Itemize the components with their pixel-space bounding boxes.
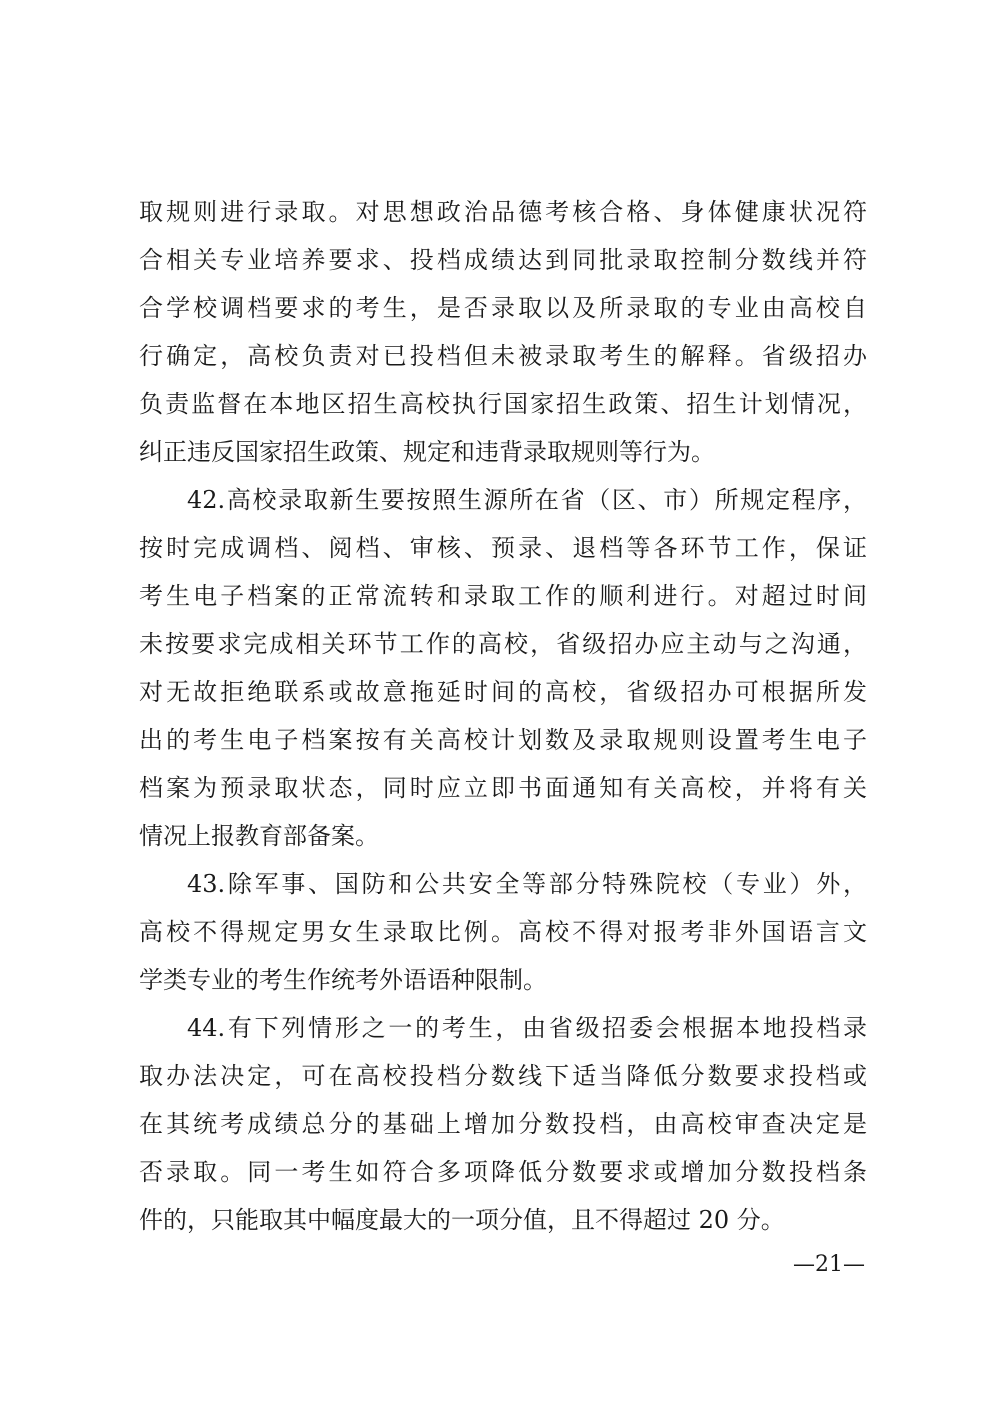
text-line: 43.除军事、国防和公共安全等部分特殊院校（专业）外， bbox=[187, 870, 867, 898]
page-number: —21— bbox=[793, 1252, 865, 1277]
text-line: 合相关专业培养要求、投档成绩达到同批录取控制分数线并符 bbox=[139, 246, 867, 274]
paragraph-article-44 bbox=[139, 1004, 867, 1244]
text-line: 未按要求完成相关环节工作的高校，省级招办应主动与之沟通， bbox=[139, 630, 867, 658]
paragraph-continuation bbox=[139, 188, 867, 476]
text-line: 学类专业的考生作统考外语语种限制。 bbox=[139, 966, 547, 994]
text-line: 考生电子档案的正常流转和录取工作的顺利进行。对超过时间 bbox=[139, 582, 867, 610]
text-line: 取规则进行录取。对思想政治品德考核合格、身体健康状况符 bbox=[139, 198, 867, 226]
text-line: 取办法决定，可在高校投档分数线下适当降低分数要求投档或 bbox=[139, 1062, 867, 1090]
text-line: 件的，只能取其中幅度最大的一项分值，且不得超过 20 分。 bbox=[139, 1206, 785, 1234]
text-line: 情况上报教育部备案。 bbox=[139, 822, 379, 850]
text-line: 高校不得规定男女生录取比例。高校不得对报考非外国语言文 bbox=[139, 918, 867, 946]
text-line: 42.高校录取新生要按照生源所在省（区、市）所规定程序， bbox=[187, 486, 867, 514]
text-line: 在其统考成绩总分的基础上增加分数投档，由高校审查决定是 bbox=[139, 1110, 867, 1138]
text-line: 档案为预录取状态，同时应立即书面通知有关高校，并将有关 bbox=[139, 774, 867, 802]
text-line: 44.有下列情形之一的考生，由省级招委会根据本地投档录 bbox=[187, 1014, 867, 1042]
paragraph-article-43 bbox=[139, 860, 867, 1004]
text-line: 负责监督在本地区招生高校执行国家招生政策、招生计划情况， bbox=[139, 390, 867, 418]
paragraph-article-42 bbox=[139, 476, 867, 860]
text-line: 出的考生电子档案按有关高校计划数及录取规则设置考生电子 bbox=[139, 726, 867, 754]
text-line: 否录取。同一考生如符合多项降低分数要求或增加分数投档条 bbox=[139, 1158, 867, 1186]
text-line: 按时完成调档、阅档、审核、预录、退档等各环节工作，保证 bbox=[139, 534, 867, 562]
text-line: 对无故拒绝联系或故意拖延时间的高校，省级招办可根据所发 bbox=[139, 678, 867, 706]
text-line: 行确定，高校负责对已投档但未被录取考生的解释。省级招办 bbox=[139, 342, 867, 370]
body-text bbox=[139, 188, 867, 1244]
text-line: 合学校调档要求的考生，是否录取以及所录取的专业由高校自 bbox=[139, 294, 867, 322]
text-line: 纠正违反国家招生政策、规定和违背录取规则等行为。 bbox=[139, 438, 715, 466]
